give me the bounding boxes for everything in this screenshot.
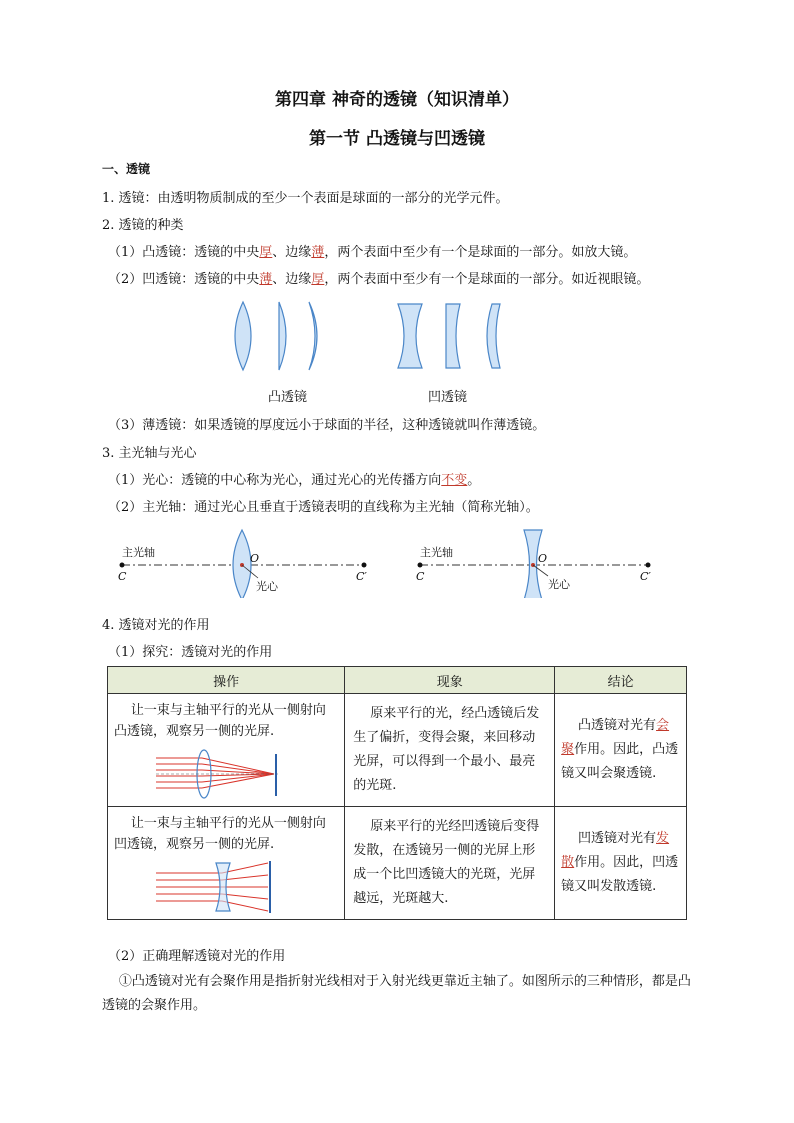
paragraph-1: ①凸透镜对光有会聚作用是指折射光线相对于入射光线更靠近主轴了。如图所示的三种情形，都是凸透镜的会聚作用。: [102, 974, 691, 1013]
point-c-prime: C′: [356, 570, 367, 583]
convex-definition: （1）凸透镜：透镜的中央厚、边缘薄，两个表面中至少有一个是球面的一部分。如放大镜。: [108, 245, 637, 260]
plano-concave-lens: [446, 304, 460, 368]
table-header-row: [108, 667, 687, 694]
row2-operation: 让一束与主轴平行的光从一侧射向凹透镜，观察另一侧的光屏.: [108, 807, 345, 920]
row2-phenomenon: 原来平行的光经凹透镜后变得发散，在透镜另一侧的光屏上形成一个比凹透镜大的光斑，光屏越远，光斑越大.: [345, 807, 555, 920]
concave-label: 凹透镜: [428, 390, 468, 405]
header-operation: 操作: [108, 667, 345, 694]
axis-label-2: 主光轴: [420, 546, 453, 559]
convex-experiment-figure: [156, 746, 286, 802]
optical-center-label: 光心: [256, 580, 278, 593]
row2-conclusion: 凹透镜对光有发散作用。因此，凹透镜又叫发散透镜.: [555, 807, 687, 920]
chapter-title: 第四章 神奇的透镜（知识清单）: [275, 90, 519, 110]
biconvex-lens: [235, 302, 251, 370]
table-row: [108, 694, 687, 807]
point-o: O: [250, 552, 260, 565]
optical-center-def: （1）光心：透镜的中心称为光心，通过光心的光传播方向不变。: [108, 473, 481, 488]
axis-label: 主光轴: [122, 546, 155, 559]
concave-axis-diagram: [410, 528, 660, 598]
meniscus-convex-lens: [309, 302, 317, 370]
optical-center-label-2: 光心: [548, 578, 570, 591]
section-title: 第一节 凸透镜与凹透镜: [309, 129, 485, 149]
understand-heading: （2）正确理解透镜对光的作用: [108, 949, 286, 964]
concave-definition: （2）凹透镜：透镜的中央薄、边缘厚，两个表面中至少有一个是球面的一部分。如近视眼镜。: [108, 272, 650, 287]
point-c: C: [118, 570, 127, 583]
explore-heading: （1）探究：透镜对光的作用: [108, 645, 273, 660]
convex-lenses-figure: [225, 298, 335, 378]
item4: 4. 透镜对光的作用: [102, 618, 210, 633]
convex-label: 凸透镜: [268, 390, 308, 405]
meniscus-concave-lens: [487, 304, 500, 368]
convex-axis-diagram: [112, 528, 382, 598]
row1-operation: 让一束与主轴平行的光从一侧射向凸透镜，观察另一侧的光屏.: [108, 694, 345, 807]
concave-lenses-figure: [390, 298, 510, 378]
item2: 2. 透镜的种类: [102, 218, 184, 233]
row1-phenomenon: 原来平行的光，经凸透镜后发生了偏折，变得会聚，来回移动光屏，可以得到一个最小、最亮的光斑.: [345, 694, 555, 807]
point-c-2: C: [416, 570, 425, 583]
item1: 1. 透镜：由透明物质制成的至少一个表面是球面的一部分的光学元件。: [102, 191, 509, 206]
point-c-prime-2: C′: [640, 570, 651, 583]
point-o-2: O: [538, 552, 548, 565]
table-row: [108, 807, 687, 920]
part1-heading: 一、透镜: [102, 162, 151, 176]
header-conclusion: 结论: [555, 667, 687, 694]
biconcave-lens: [398, 304, 422, 368]
plano-convex-lens: [279, 302, 286, 370]
lens-effect-table: [107, 666, 687, 920]
concave-experiment-figure: [156, 859, 286, 915]
thin-lens-def: （3）薄透镜：如果透镜的厚度远小于球面的半径，这种透镜就叫作薄透镜。: [108, 418, 546, 433]
item3: 3. 主光轴与光心: [102, 446, 197, 461]
header-phenomenon: 现象: [345, 667, 555, 694]
principal-axis-def: （2）主光轴：通过光心且垂直于透镜表明的直线称为主光轴（简称光轴）。: [108, 500, 539, 515]
row1-conclusion: 凸透镜对光有会聚作用。因此，凸透镜又叫会聚透镜.: [555, 694, 687, 807]
